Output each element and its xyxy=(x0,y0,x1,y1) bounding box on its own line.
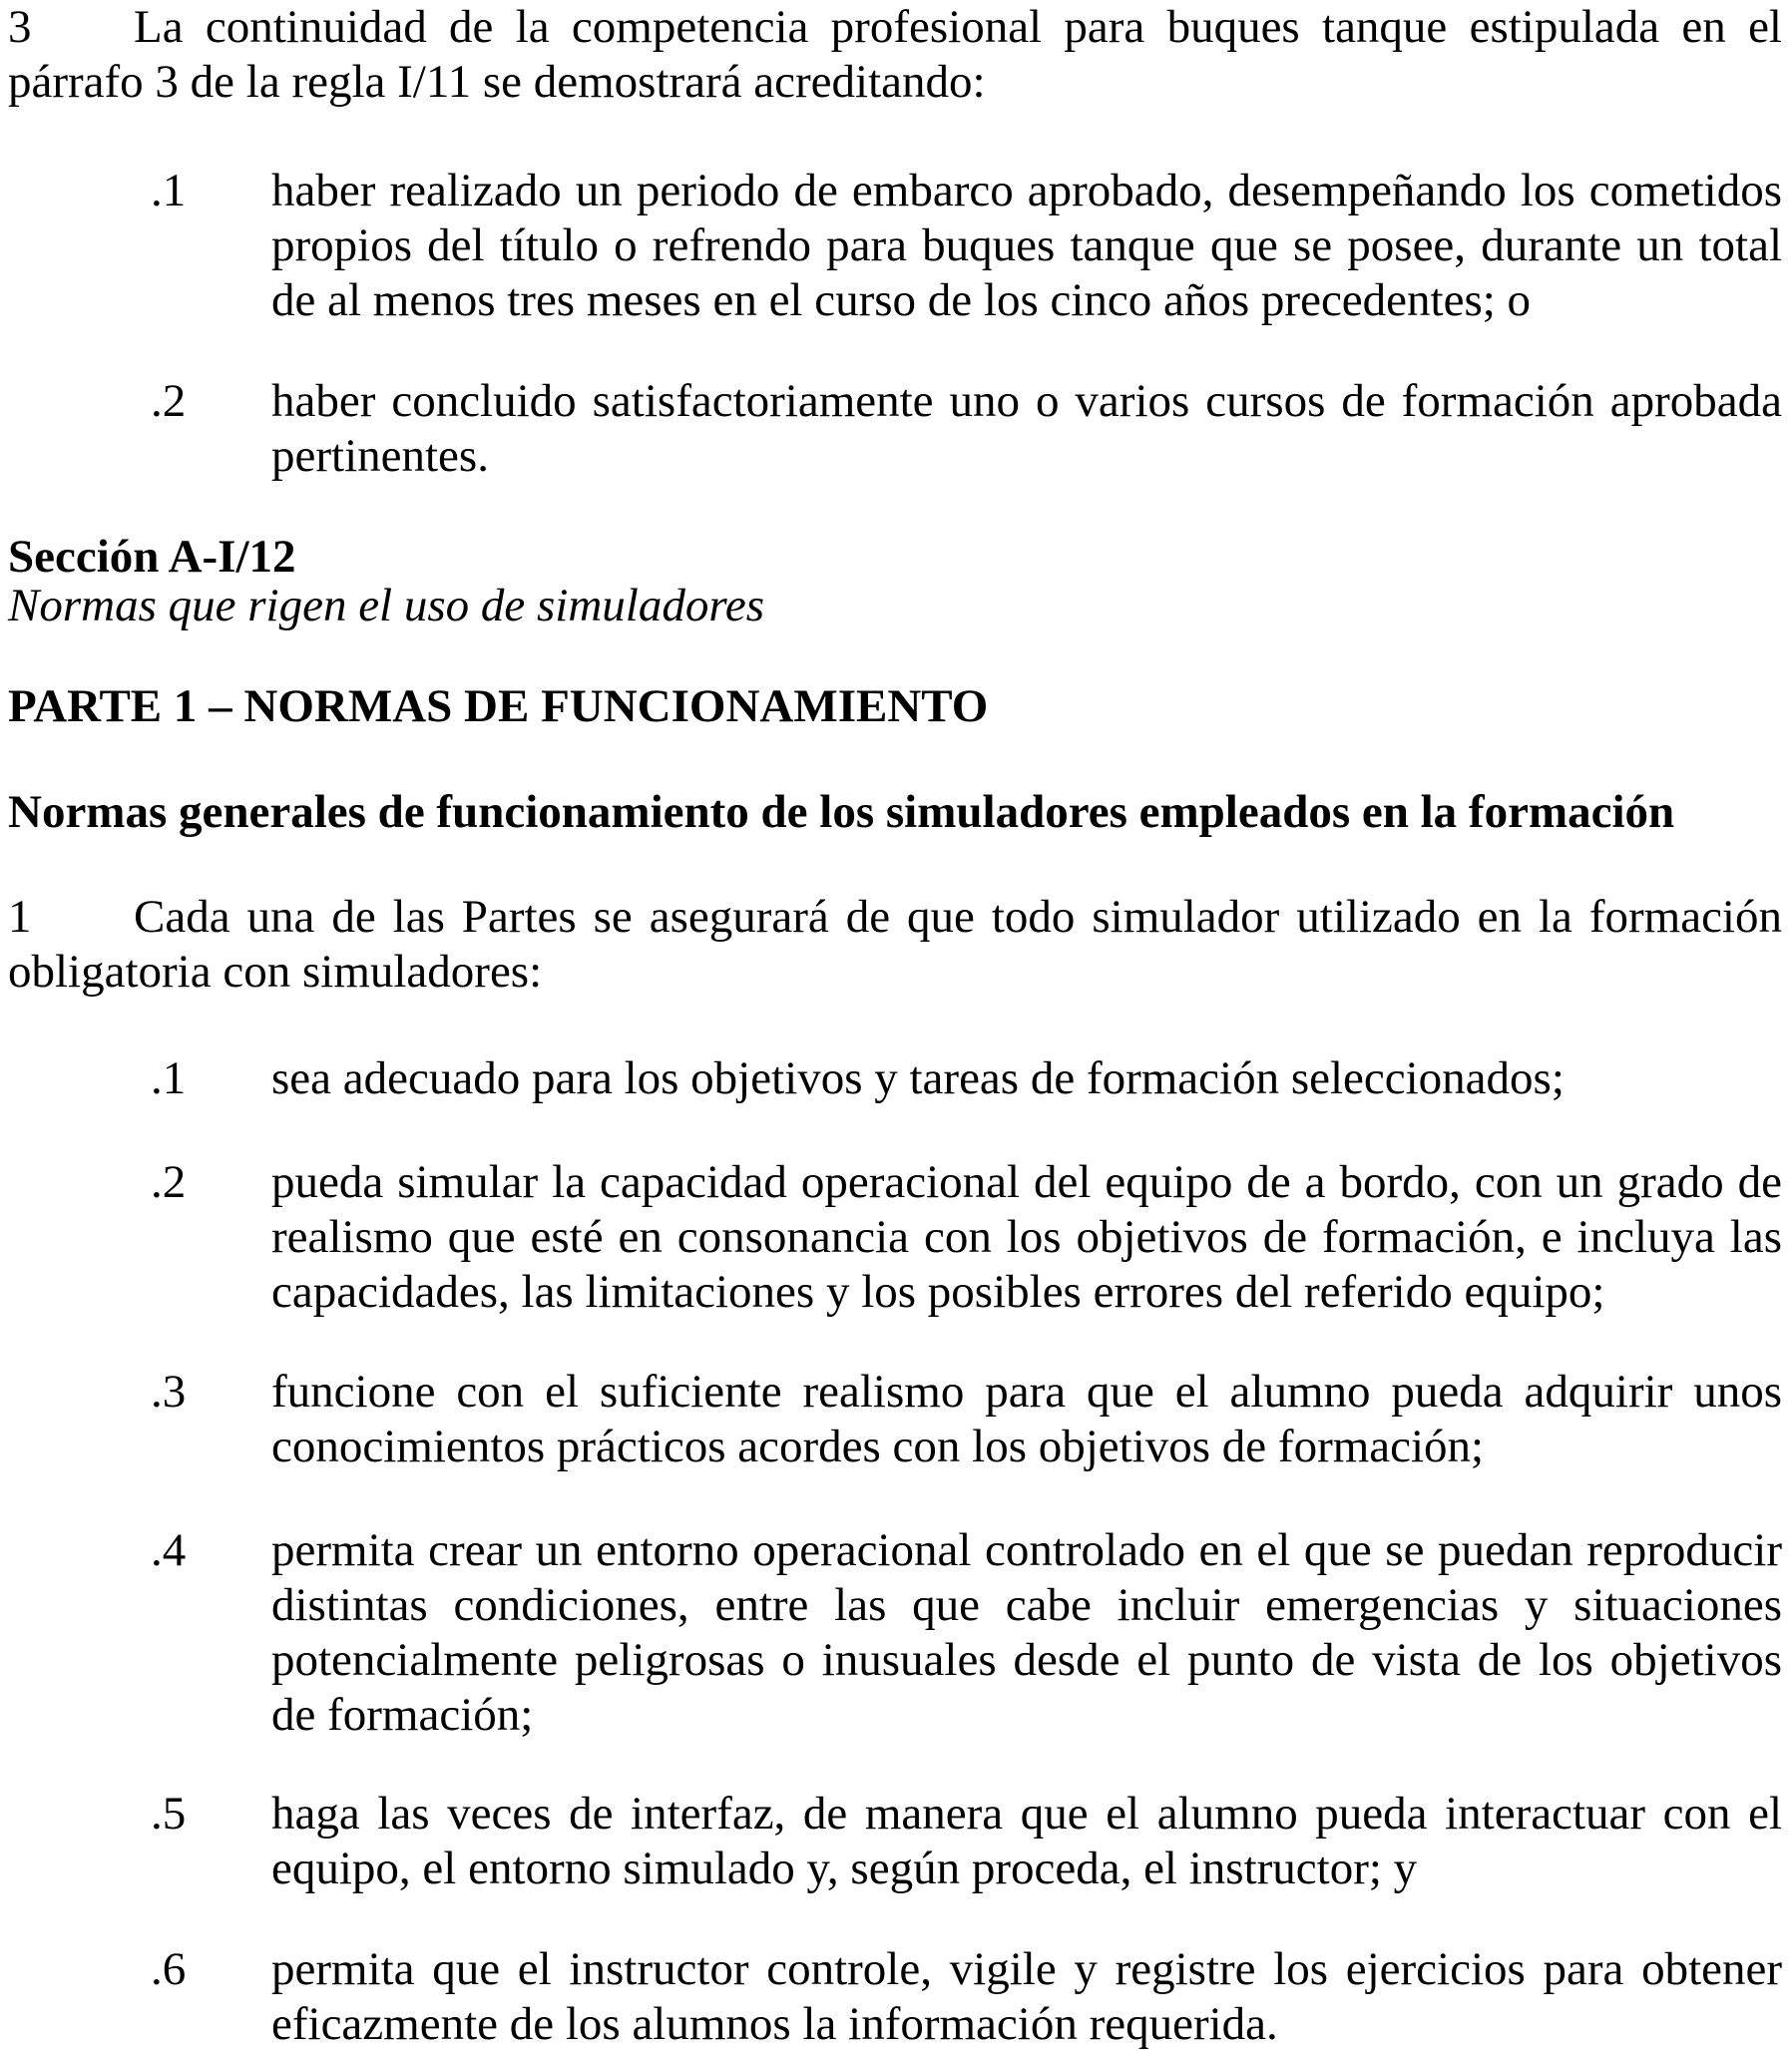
item-marker: .1 xyxy=(151,1052,187,1104)
item-text: pueda simular la capacidad operacional del equipo de a bordo, con un grado de realismo que esté en consonancia con los objetivos de formación, e incluya las capacidades, las limitaciones y los posibles errores del referido equipo; xyxy=(271,1156,1782,1318)
item-text: haber concluido satisfactoriamente uno o varios cursos de formación aprobada pertinentes. xyxy=(271,375,1782,482)
item-text: funcione con el suficiente realismo para que el alumno pueda adquirir unos conocimientos prácticos acordes con los objetivos de formación; xyxy=(271,1366,1782,1472)
section-subtitle: Normas que rigen el uso de simuladores xyxy=(8,580,765,631)
item-marker: .3 xyxy=(151,1366,187,1418)
paragraph-number: 1 xyxy=(8,891,32,943)
paragraph-text: Cada una de las Partes se asegurará de que todo simulador utilizado en la formación obligatoria con simuladores: xyxy=(8,891,1782,998)
item-text: haber realizado un periodo de embarco aprobado, desempeñando los cometidos propios del título o refrendo para buques tanque que se posee, durante un total de al menos tres meses en el curso de los cinco años precedentes; o xyxy=(271,165,1782,326)
item-marker: .1 xyxy=(151,165,187,216)
item-text: permita que el instructor controle, vigile y registre los ejercicios para obtener eficazmente de los alumnos la información requerida. xyxy=(271,1943,1782,2050)
item-marker: .4 xyxy=(151,1524,187,1576)
part-heading: PARTE 1 – NORMAS DE FUNCIONAMIENTO xyxy=(8,680,989,732)
item-text: sea adecuado para los objetivos y tareas de formación seleccionados; xyxy=(271,1052,1565,1104)
item-text: haga las veces de interfaz, de manera que el alumno pueda interactuar con el equipo, el entorno simulado y, según proceda, el instructor; y xyxy=(271,1788,1782,1894)
item-text: permita crear un entorno operacional controlado en el que se puedan reproducir distintas condiciones, entre las que cabe incluir emergencias y situaciones potencialmente peligrosas o inusuales desde el punto de vista de los objetivos de formación; xyxy=(271,1524,1782,1741)
item-marker: .2 xyxy=(151,1156,187,1208)
intro-paragraph xyxy=(8,0,1782,110)
item-marker: .6 xyxy=(151,1943,187,1995)
item-marker: .5 xyxy=(151,1788,187,1840)
paragraph-text: La continuidad de la competencia profesional para buques tanque estipulada en el párrafo 3 de la regla I/11 se demostrará acreditando: xyxy=(8,1,1782,108)
item-marker: .2 xyxy=(151,375,187,427)
paragraph-1 xyxy=(8,890,1782,1000)
paragraph-number: 3 xyxy=(8,1,32,53)
section-heading: Sección A-I/12 xyxy=(8,531,296,583)
subheading: Normas generales de funcionamiento de los simuladores empleados en la formación xyxy=(8,786,1675,838)
